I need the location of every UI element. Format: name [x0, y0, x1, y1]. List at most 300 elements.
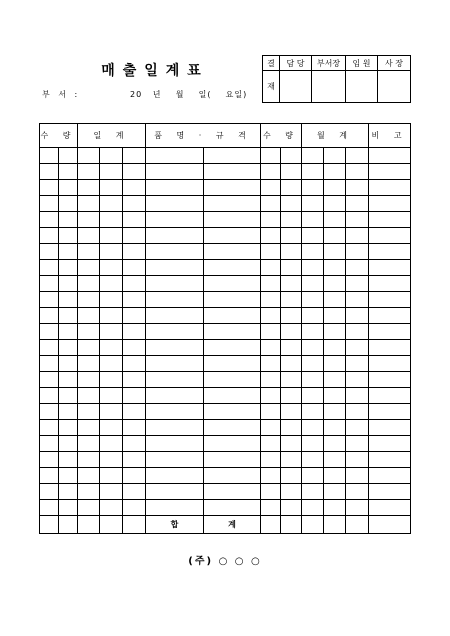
ledger-cell[interactable] — [78, 212, 100, 228]
ledger-cell[interactable] — [146, 260, 204, 276]
ledger-cell[interactable] — [123, 356, 146, 372]
ledger-cell[interactable] — [123, 260, 146, 276]
ledger-cell[interactable] — [146, 372, 204, 388]
ledger-cell[interactable] — [123, 196, 146, 212]
ledger-cell[interactable] — [261, 148, 281, 164]
ledger-cell[interactable] — [369, 196, 411, 212]
ledger-cell[interactable] — [369, 468, 411, 484]
ledger-cell[interactable] — [204, 372, 261, 388]
ledger-cell[interactable] — [123, 228, 146, 244]
ledger-cell[interactable] — [324, 516, 346, 534]
ledger-cell[interactable] — [302, 292, 324, 308]
ledger-cell[interactable] — [123, 500, 146, 516]
ledger-cell[interactable] — [346, 388, 369, 404]
ledger-cell[interactable] — [100, 436, 123, 452]
ledger-cell[interactable] — [302, 356, 324, 372]
ledger-cell[interactable] — [261, 516, 281, 534]
ledger-cell[interactable] — [40, 404, 59, 420]
ledger-cell[interactable] — [369, 420, 411, 436]
ledger-cell[interactable] — [369, 260, 411, 276]
ledger-cell[interactable] — [123, 516, 146, 534]
ledger-cell[interactable] — [146, 356, 204, 372]
ledger-cell[interactable] — [59, 292, 78, 308]
ledger-cell[interactable] — [369, 388, 411, 404]
ledger-cell[interactable] — [204, 196, 261, 212]
approval-sign-manager[interactable] — [280, 71, 312, 103]
ledger-cell[interactable] — [78, 292, 100, 308]
ledger-cell[interactable] — [324, 180, 346, 196]
ledger-cell[interactable] — [100, 196, 123, 212]
ledger-cell[interactable] — [204, 340, 261, 356]
ledger-cell[interactable] — [100, 356, 123, 372]
ledger-cell[interactable] — [123, 276, 146, 292]
ledger-cell[interactable] — [146, 292, 204, 308]
approval-sign-executive[interactable] — [346, 71, 378, 103]
ledger-cell[interactable] — [59, 260, 78, 276]
ledger-cell[interactable] — [281, 196, 302, 212]
ledger-cell[interactable] — [369, 244, 411, 260]
ledger-cell[interactable] — [59, 372, 78, 388]
ledger-cell[interactable] — [40, 356, 59, 372]
ledger-cell[interactable] — [59, 340, 78, 356]
ledger-cell[interactable] — [324, 436, 346, 452]
ledger-cell[interactable] — [302, 228, 324, 244]
ledger-cell[interactable] — [78, 276, 100, 292]
ledger-cell[interactable] — [346, 308, 369, 324]
ledger-cell[interactable] — [281, 228, 302, 244]
ledger-cell[interactable] — [302, 500, 324, 516]
ledger-cell[interactable] — [261, 436, 281, 452]
ledger-cell[interactable] — [78, 404, 100, 420]
ledger-cell[interactable] — [281, 484, 302, 500]
ledger-cell[interactable] — [261, 356, 281, 372]
ledger-cell[interactable] — [324, 228, 346, 244]
ledger-cell[interactable] — [369, 356, 411, 372]
ledger-cell[interactable] — [324, 196, 346, 212]
ledger-cell[interactable] — [123, 420, 146, 436]
ledger-cell[interactable] — [261, 404, 281, 420]
ledger-cell[interactable] — [261, 388, 281, 404]
ledger-cell[interactable] — [100, 308, 123, 324]
ledger-cell[interactable] — [261, 244, 281, 260]
ledger-cell[interactable] — [346, 324, 369, 340]
ledger-cell[interactable] — [346, 276, 369, 292]
ledger-cell[interactable] — [59, 308, 78, 324]
ledger-cell[interactable] — [123, 388, 146, 404]
ledger-cell[interactable] — [123, 436, 146, 452]
ledger-cell[interactable] — [40, 196, 59, 212]
ledger-cell[interactable] — [146, 180, 204, 196]
ledger-cell[interactable] — [78, 388, 100, 404]
ledger-cell[interactable] — [59, 212, 78, 228]
ledger-cell[interactable] — [100, 420, 123, 436]
ledger-cell[interactable] — [146, 452, 204, 468]
ledger-cell[interactable] — [146, 340, 204, 356]
ledger-cell[interactable] — [40, 420, 59, 436]
ledger-cell[interactable] — [324, 388, 346, 404]
ledger-cell[interactable] — [123, 324, 146, 340]
ledger-cell[interactable] — [78, 356, 100, 372]
ledger-cell[interactable] — [261, 228, 281, 244]
ledger-cell[interactable] — [78, 484, 100, 500]
ledger-cell[interactable] — [59, 436, 78, 452]
ledger-cell[interactable] — [78, 340, 100, 356]
ledger-cell[interactable] — [78, 372, 100, 388]
ledger-cell[interactable] — [78, 244, 100, 260]
ledger-cell[interactable] — [146, 276, 204, 292]
ledger-cell[interactable] — [281, 452, 302, 468]
ledger-cell[interactable] — [324, 372, 346, 388]
ledger-cell[interactable] — [324, 340, 346, 356]
ledger-cell[interactable] — [123, 148, 146, 164]
ledger-cell[interactable] — [146, 244, 204, 260]
ledger-cell[interactable] — [302, 148, 324, 164]
ledger-cell[interactable] — [204, 276, 261, 292]
ledger-cell[interactable] — [261, 260, 281, 276]
ledger-cell[interactable] — [281, 148, 302, 164]
ledger-cell[interactable] — [302, 260, 324, 276]
ledger-cell[interactable] — [100, 340, 123, 356]
ledger-cell[interactable] — [346, 148, 369, 164]
ledger-cell[interactable] — [346, 212, 369, 228]
ledger-cell[interactable] — [100, 276, 123, 292]
ledger-cell[interactable] — [281, 276, 302, 292]
ledger-cell[interactable] — [100, 244, 123, 260]
ledger-cell[interactable] — [123, 244, 146, 260]
ledger-cell[interactable] — [40, 292, 59, 308]
ledger-cell[interactable] — [146, 500, 204, 516]
ledger-cell[interactable] — [146, 404, 204, 420]
ledger-cell[interactable] — [324, 452, 346, 468]
ledger-cell[interactable] — [100, 260, 123, 276]
ledger-cell[interactable] — [281, 292, 302, 308]
ledger-cell[interactable] — [100, 500, 123, 516]
ledger-cell[interactable] — [59, 484, 78, 500]
ledger-cell[interactable] — [123, 164, 146, 180]
ledger-cell[interactable] — [302, 388, 324, 404]
ledger-cell[interactable] — [40, 324, 59, 340]
ledger-cell[interactable] — [324, 148, 346, 164]
ledger-cell[interactable] — [324, 308, 346, 324]
ledger-cell[interactable] — [123, 372, 146, 388]
ledger-cell[interactable] — [346, 356, 369, 372]
ledger-cell[interactable] — [204, 420, 261, 436]
ledger-cell[interactable] — [204, 388, 261, 404]
ledger-cell[interactable] — [204, 436, 261, 452]
ledger-cell[interactable] — [302, 324, 324, 340]
ledger-cell[interactable] — [40, 164, 59, 180]
ledger-cell[interactable] — [40, 148, 59, 164]
ledger-cell[interactable] — [369, 500, 411, 516]
ledger-cell[interactable] — [302, 436, 324, 452]
ledger-cell[interactable] — [123, 484, 146, 500]
ledger-cell[interactable] — [324, 244, 346, 260]
ledger-cell[interactable] — [369, 164, 411, 180]
ledger-cell[interactable] — [100, 180, 123, 196]
ledger-cell[interactable] — [204, 180, 261, 196]
ledger-cell[interactable] — [78, 228, 100, 244]
ledger-cell[interactable] — [204, 500, 261, 516]
ledger-cell[interactable] — [281, 212, 302, 228]
approval-sign-dept-head[interactable] — [312, 71, 346, 103]
ledger-cell[interactable] — [369, 212, 411, 228]
ledger-cell[interactable] — [369, 292, 411, 308]
ledger-cell[interactable] — [281, 420, 302, 436]
ledger-cell[interactable] — [369, 148, 411, 164]
ledger-cell[interactable] — [346, 260, 369, 276]
ledger-cell[interactable] — [100, 292, 123, 308]
ledger-cell[interactable] — [100, 404, 123, 420]
ledger-cell[interactable] — [59, 164, 78, 180]
ledger-cell[interactable] — [261, 324, 281, 340]
ledger-cell[interactable] — [261, 452, 281, 468]
ledger-cell[interactable] — [40, 436, 59, 452]
ledger-cell[interactable] — [281, 372, 302, 388]
ledger-cell[interactable] — [59, 452, 78, 468]
ledger-cell[interactable] — [78, 516, 100, 534]
ledger-cell[interactable] — [324, 420, 346, 436]
ledger-cell[interactable] — [369, 340, 411, 356]
ledger-cell[interactable] — [204, 212, 261, 228]
ledger-cell[interactable] — [59, 404, 78, 420]
ledger-cell[interactable] — [369, 308, 411, 324]
ledger-cell[interactable] — [369, 228, 411, 244]
ledger-cell[interactable] — [123, 404, 146, 420]
ledger-cell[interactable] — [40, 372, 59, 388]
ledger-cell[interactable] — [40, 276, 59, 292]
ledger-cell[interactable] — [281, 340, 302, 356]
ledger-cell[interactable] — [59, 180, 78, 196]
ledger-cell[interactable] — [281, 468, 302, 484]
ledger-cell[interactable] — [146, 196, 204, 212]
ledger-cell[interactable] — [261, 340, 281, 356]
ledger-cell[interactable] — [146, 212, 204, 228]
ledger-cell[interactable] — [204, 308, 261, 324]
ledger-cell[interactable] — [302, 372, 324, 388]
ledger-cell[interactable] — [78, 196, 100, 212]
ledger-cell[interactable] — [369, 452, 411, 468]
ledger-cell[interactable] — [302, 244, 324, 260]
ledger-cell[interactable] — [100, 164, 123, 180]
ledger-cell[interactable] — [281, 244, 302, 260]
ledger-cell[interactable] — [123, 468, 146, 484]
ledger-cell[interactable] — [302, 212, 324, 228]
ledger-cell[interactable] — [123, 292, 146, 308]
ledger-cell[interactable] — [302, 452, 324, 468]
ledger-cell[interactable] — [281, 164, 302, 180]
ledger-cell[interactable] — [78, 468, 100, 484]
ledger-cell[interactable] — [324, 356, 346, 372]
ledger-cell[interactable] — [78, 148, 100, 164]
ledger-cell[interactable] — [302, 516, 324, 534]
ledger-cell[interactable] — [324, 260, 346, 276]
ledger-cell[interactable] — [261, 308, 281, 324]
ledger-cell[interactable] — [100, 372, 123, 388]
ledger-cell[interactable] — [100, 484, 123, 500]
ledger-cell[interactable] — [146, 148, 204, 164]
ledger-cell[interactable] — [369, 276, 411, 292]
ledger-cell[interactable] — [324, 404, 346, 420]
ledger-cell[interactable] — [204, 324, 261, 340]
ledger-cell[interactable] — [261, 484, 281, 500]
ledger-cell[interactable] — [369, 436, 411, 452]
ledger-cell[interactable] — [146, 164, 204, 180]
ledger-cell[interactable] — [281, 356, 302, 372]
ledger-cell[interactable] — [78, 308, 100, 324]
ledger-cell[interactable] — [204, 484, 261, 500]
ledger-cell[interactable] — [204, 164, 261, 180]
ledger-cell[interactable] — [261, 180, 281, 196]
ledger-cell[interactable] — [146, 308, 204, 324]
ledger-cell[interactable] — [59, 196, 78, 212]
ledger-cell[interactable] — [302, 468, 324, 484]
ledger-cell[interactable] — [59, 388, 78, 404]
ledger-cell[interactable] — [100, 468, 123, 484]
ledger-cell[interactable] — [146, 436, 204, 452]
ledger-cell[interactable] — [281, 260, 302, 276]
ledger-cell[interactable] — [40, 484, 59, 500]
ledger-cell[interactable] — [204, 292, 261, 308]
ledger-cell[interactable] — [302, 404, 324, 420]
ledger-cell[interactable] — [146, 420, 204, 436]
ledger-cell[interactable] — [346, 436, 369, 452]
ledger-cell[interactable] — [40, 340, 59, 356]
ledger-cell[interactable] — [369, 484, 411, 500]
ledger-cell[interactable] — [40, 452, 59, 468]
ledger-cell[interactable] — [78, 452, 100, 468]
ledger-cell[interactable] — [346, 372, 369, 388]
ledger-cell[interactable] — [40, 468, 59, 484]
ledger-cell[interactable] — [40, 308, 59, 324]
ledger-cell[interactable] — [261, 500, 281, 516]
ledger-cell[interactable] — [346, 452, 369, 468]
ledger-cell[interactable] — [204, 452, 261, 468]
ledger-cell[interactable] — [281, 308, 302, 324]
ledger-cell[interactable] — [40, 260, 59, 276]
ledger-cell[interactable] — [324, 324, 346, 340]
ledger-cell[interactable] — [123, 308, 146, 324]
ledger-cell[interactable] — [302, 164, 324, 180]
ledger-cell[interactable] — [261, 372, 281, 388]
ledger-cell[interactable] — [324, 500, 346, 516]
ledger-cell[interactable] — [302, 340, 324, 356]
ledger-cell[interactable] — [40, 228, 59, 244]
ledger-cell[interactable] — [59, 244, 78, 260]
ledger-cell[interactable] — [302, 276, 324, 292]
ledger-cell[interactable] — [261, 420, 281, 436]
ledger-cell[interactable] — [324, 164, 346, 180]
ledger-cell[interactable] — [59, 500, 78, 516]
ledger-cell[interactable] — [346, 404, 369, 420]
ledger-cell[interactable] — [146, 228, 204, 244]
ledger-cell[interactable] — [204, 244, 261, 260]
ledger-cell[interactable] — [40, 180, 59, 196]
ledger-cell[interactable] — [369, 516, 411, 534]
ledger-cell[interactable] — [281, 388, 302, 404]
ledger-cell[interactable] — [281, 404, 302, 420]
ledger-cell[interactable] — [59, 420, 78, 436]
ledger-cell[interactable] — [59, 324, 78, 340]
ledger-cell[interactable] — [346, 196, 369, 212]
ledger-cell[interactable] — [302, 484, 324, 500]
ledger-cell[interactable] — [100, 452, 123, 468]
ledger-cell[interactable] — [324, 484, 346, 500]
ledger-cell[interactable] — [40, 244, 59, 260]
ledger-cell[interactable] — [261, 164, 281, 180]
ledger-cell[interactable] — [346, 180, 369, 196]
ledger-cell[interactable] — [100, 148, 123, 164]
ledger-cell[interactable] — [346, 164, 369, 180]
ledger-cell[interactable] — [123, 340, 146, 356]
ledger-cell[interactable] — [100, 228, 123, 244]
ledger-cell[interactable] — [281, 324, 302, 340]
ledger-cell[interactable] — [261, 196, 281, 212]
ledger-cell[interactable] — [281, 500, 302, 516]
ledger-cell[interactable] — [78, 164, 100, 180]
ledger-cell[interactable] — [123, 180, 146, 196]
ledger-cell[interactable] — [100, 324, 123, 340]
ledger-cell[interactable] — [100, 388, 123, 404]
ledger-cell[interactable] — [261, 292, 281, 308]
ledger-cell[interactable] — [302, 180, 324, 196]
ledger-cell[interactable] — [78, 180, 100, 196]
ledger-cell[interactable] — [324, 212, 346, 228]
ledger-cell[interactable] — [369, 404, 411, 420]
ledger-cell[interactable] — [59, 356, 78, 372]
ledger-cell[interactable] — [59, 148, 78, 164]
ledger-cell[interactable] — [59, 468, 78, 484]
ledger-cell[interactable] — [281, 180, 302, 196]
ledger-cell[interactable] — [204, 260, 261, 276]
ledger-cell[interactable] — [324, 468, 346, 484]
ledger-cell[interactable] — [78, 436, 100, 452]
ledger-cell[interactable] — [346, 500, 369, 516]
ledger-cell[interactable] — [346, 516, 369, 534]
ledger-cell[interactable] — [146, 484, 204, 500]
ledger-cell[interactable] — [346, 292, 369, 308]
ledger-cell[interactable] — [100, 516, 123, 534]
ledger-cell[interactable] — [146, 388, 204, 404]
ledger-cell[interactable] — [40, 500, 59, 516]
ledger-cell[interactable] — [261, 276, 281, 292]
ledger-cell[interactable] — [369, 324, 411, 340]
ledger-cell[interactable] — [40, 516, 59, 534]
ledger-cell[interactable] — [78, 500, 100, 516]
ledger-cell[interactable] — [302, 308, 324, 324]
ledger-cell[interactable] — [369, 372, 411, 388]
ledger-cell[interactable] — [78, 420, 100, 436]
ledger-cell[interactable] — [146, 468, 204, 484]
ledger-cell[interactable] — [59, 516, 78, 534]
ledger-cell[interactable] — [204, 404, 261, 420]
ledger-cell[interactable] — [204, 356, 261, 372]
ledger-cell[interactable] — [59, 276, 78, 292]
ledger-cell[interactable] — [346, 228, 369, 244]
ledger-cell[interactable] — [302, 420, 324, 436]
ledger-cell[interactable] — [302, 196, 324, 212]
ledger-cell[interactable] — [100, 212, 123, 228]
ledger-cell[interactable] — [346, 484, 369, 500]
ledger-cell[interactable] — [123, 452, 146, 468]
ledger-cell[interactable] — [281, 516, 302, 534]
ledger-cell[interactable] — [78, 324, 100, 340]
ledger-cell[interactable] — [40, 212, 59, 228]
ledger-cell[interactable] — [204, 228, 261, 244]
ledger-cell[interactable] — [261, 212, 281, 228]
ledger-cell[interactable] — [346, 468, 369, 484]
ledger-cell[interactable] — [346, 244, 369, 260]
ledger-cell[interactable] — [59, 228, 78, 244]
